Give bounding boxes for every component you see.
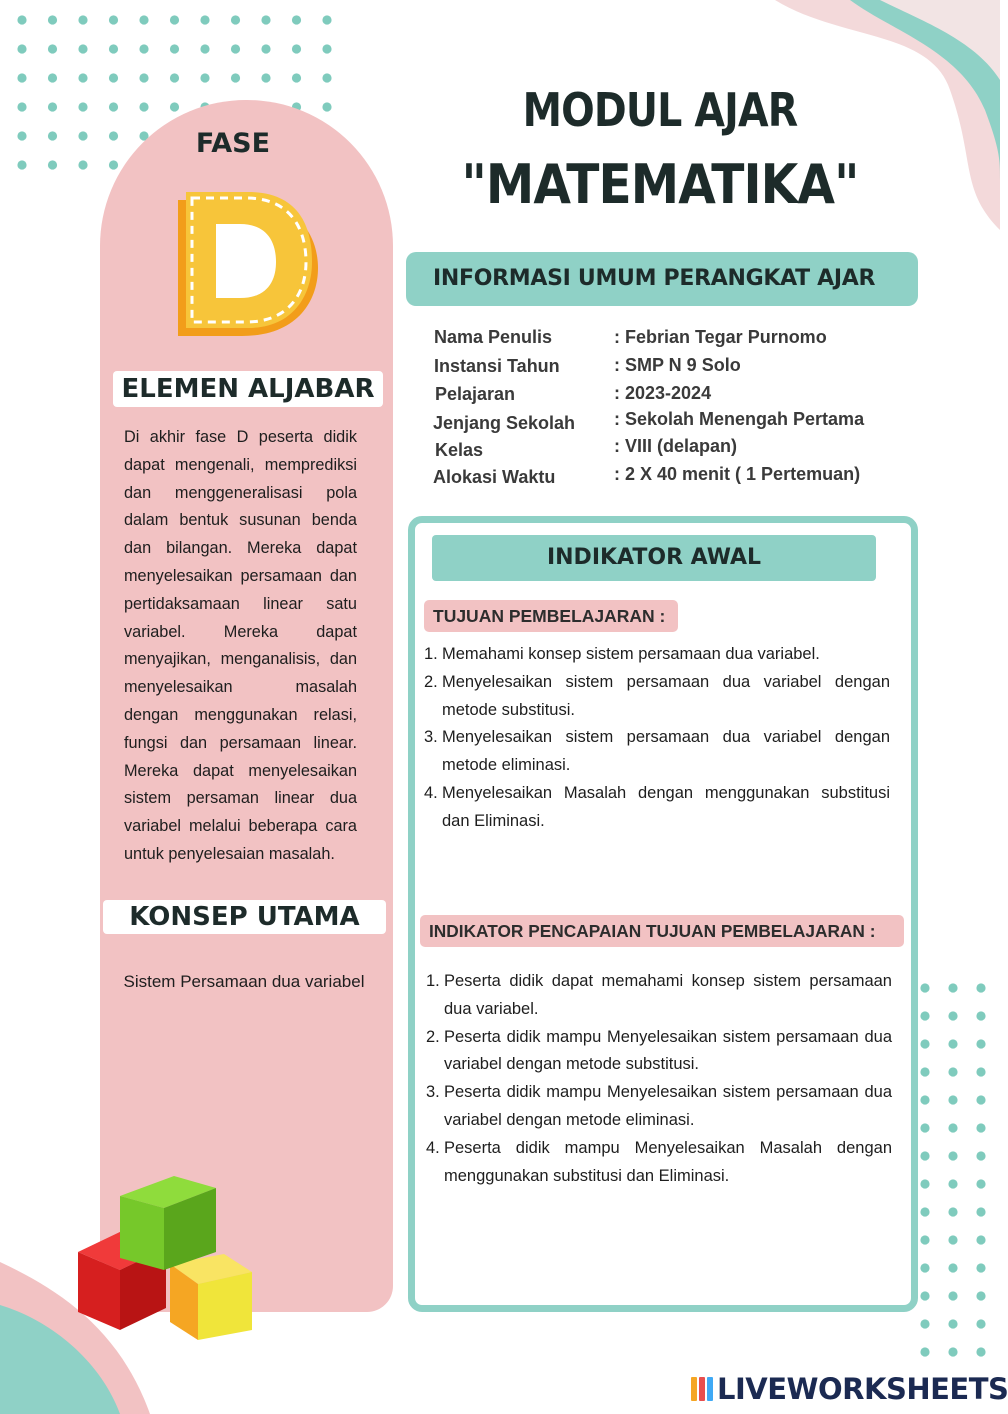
decorative-dot [170,15,179,24]
decorative-dot [322,44,331,53]
decorative-dot [231,15,240,24]
decorative-dot [139,15,148,24]
decorative-dot [920,1151,929,1160]
watermark-text: LIVEWORKSHEETS [717,1372,1008,1406]
decorative-dot [976,983,985,992]
decorative-dot [200,15,209,24]
decorative-dot [292,73,301,82]
decorative-dot [920,1179,929,1188]
decorative-dot [920,1123,929,1132]
decorative-dot [322,73,331,82]
pencapaian-list [426,968,892,1190]
list-item: 3. Menyelesaikan sistem persamaan dua variabel dengan metode eliminasi. [424,728,890,775]
decorative-dot [920,1039,929,1048]
decorative-dot [976,1347,985,1356]
decorative-dot [78,160,87,169]
info-label: Instansi Tahun [434,356,560,376]
tujuan-list [424,641,890,836]
decorative-dot [948,1263,957,1272]
fase-label: FASE [195,128,271,159]
decorative-dot [139,44,148,53]
decorative-dot [292,44,301,53]
decorative-dot [48,44,57,53]
decorative-dot [231,73,240,82]
list-item: 3. Peserta didik mampu Menyelesaikan sistem persamaan dua variabel dengan metode eliminasi. [426,1083,892,1129]
decorative-dot [17,102,26,111]
info-label: Jenjang Sekolah [433,413,576,433]
decorative-dot [200,73,209,82]
list-item: 2. Peserta didik mampu Menyelesaikan sistem persamaan dua variabel dengan metode substitusi. [426,1027,892,1074]
decorative-dot [920,1067,929,1076]
title-line-2: "MATEMATIKA" [461,153,859,216]
decorative-dot [78,131,87,140]
liveworksheets-watermark[interactable] [691,1372,1008,1406]
info-label: Alokasi Waktu [433,467,556,487]
decorative-dot [170,73,179,82]
decorative-dot [139,102,148,111]
decorative-dot [948,1235,957,1244]
decorative-dot [948,1347,957,1356]
decorative-dot [976,1067,985,1076]
decorative-dot [976,1151,985,1160]
decorative-dot [976,1039,985,1048]
info-value: : Sekolah Menengah Pertama [614,409,865,429]
info-value: : VIII (delapan) [614,436,738,456]
decorative-dot [920,1319,929,1328]
list-item: 1. Peserta didik dapat memahami konsep sistem persamaan dua variabel. [426,972,892,1018]
decorative-dot [139,73,148,82]
decorative-dot [976,1263,985,1272]
decorative-dot [78,44,87,53]
decorative-dot [948,1291,957,1300]
info-value: : 2023-2024 [614,383,712,403]
decorative-dot [109,44,118,53]
decorative-dot [976,1291,985,1300]
decorative-dot [976,1235,985,1244]
indikator-box [408,516,918,1312]
decorative-dot [109,102,118,111]
decorative-dot [976,1011,985,1020]
decorative-dot [948,983,957,992]
info-label: Nama Penulis [434,327,553,347]
letter-d-badge [170,188,320,343]
decorative-dot [200,44,209,53]
decorative-dot [976,1319,985,1328]
list-item: 2. Menyelesaikan sistem persamaan dua variabel dengan metode substitusi. [424,672,890,719]
tujuan-label: TUJUAN PEMBELAJARAN : [424,600,678,632]
decorative-dot [17,131,26,140]
decorative-dot [976,1123,985,1132]
decorative-dot [322,15,331,24]
decorative-dot [920,1263,929,1272]
decorative-dot [976,1179,985,1188]
info-value: : 2 X 40 menit ( 1 Pertemuan) [614,464,861,484]
decorative-dot [948,1123,957,1132]
liveworksheets-logo-icon [691,1377,713,1401]
decorative-dot [170,44,179,53]
elemen-heading: ELEMEN ALJABAR [113,371,383,407]
decorative-dot [261,15,270,24]
decorative-dot [48,160,57,169]
decorative-dot [920,1207,929,1216]
decorative-dot [948,1207,957,1216]
decorative-dot [948,1095,957,1104]
decorative-dot [920,1011,929,1020]
decorative-dot [17,73,26,82]
decorative-dot [948,1151,957,1160]
decorative-dot [920,1347,929,1356]
decorative-dot [976,1095,985,1104]
title-line-1: MODUL AJAR [522,83,798,137]
decorative-dot [109,73,118,82]
decorative-dot [78,102,87,111]
toy-blocks-illustration [76,1172,254,1344]
info-value: : Febrian Tegar Purnomo [614,327,827,347]
decorative-dot [322,102,331,111]
pencapaian-label: INDIKATOR PENCAPAIAN TUJUAN PEMBELAJARAN : [420,915,904,947]
decorative-dot [948,1011,957,1020]
info-label: Pelajaran [435,384,516,404]
info-label: Kelas [435,440,484,460]
decorative-dot [17,15,26,24]
decorative-dot [78,73,87,82]
decorative-dot [231,44,240,53]
decorative-dot [48,73,57,82]
decorative-dot [78,15,87,24]
decorative-dot [48,102,57,111]
decorative-dot [48,131,57,140]
decorative-dot [17,160,26,169]
decorative-dot [976,1207,985,1216]
decorative-dot [17,44,26,53]
decorative-dot [948,1039,957,1048]
konsep-text: Sistem Persamaan dua variabel [123,972,365,991]
konsep-heading: KONSEP UTAMA [103,900,386,934]
list-item: 1. Memahami konsep sistem persamaan dua variabel. [424,645,820,663]
decorative-dot [948,1319,957,1328]
decorative-dot [48,15,57,24]
decorative-dot [948,1179,957,1188]
list-item: 4. Menyelesaikan Masalah dengan menggunakan substitusi dan Eliminasi. [424,783,890,830]
decorative-dot [920,1095,929,1104]
decorative-dot [920,983,929,992]
info-value: : SMP N 9 Solo [614,355,741,375]
decorative-dot [261,73,270,82]
info-heading: INFORMASI UMUM PERANGKAT AJAR [406,252,918,306]
decorative-dot [920,1291,929,1300]
decorative-dot [109,160,118,169]
list-item: 4. Peserta didik mampu Menyelesaikan Masalah dengan menggunakan substitusi dan Eliminasi. [426,1138,892,1185]
decorative-dot [948,1067,957,1076]
decorative-dot [261,44,270,53]
decorative-dot [292,15,301,24]
elemen-description: Di akhir fase D peserta didik dapat mengenali, memprediksi dan menggeneralisasi pola dalam bentuk susunan benda dan bilangan. Mereka dapat menyelesaikan persamaan dan pertidaksamaan linear satu variabel. Mereka dapat menyajikan, menganalisis, dan menyelesaikan masalah dengan menggunakan relasi, fungsi dan persamaan linear. Mereka dapat menyelesaikan sistem persaman linear dua variabel melalui beberapa cara untuk penyelesaian masalah. [124,428,357,863]
decorative-dot [170,102,179,111]
decorative-dot [920,1235,929,1244]
indikator-title: INDIKATOR AWAL [432,535,876,581]
decorative-dot [109,15,118,24]
